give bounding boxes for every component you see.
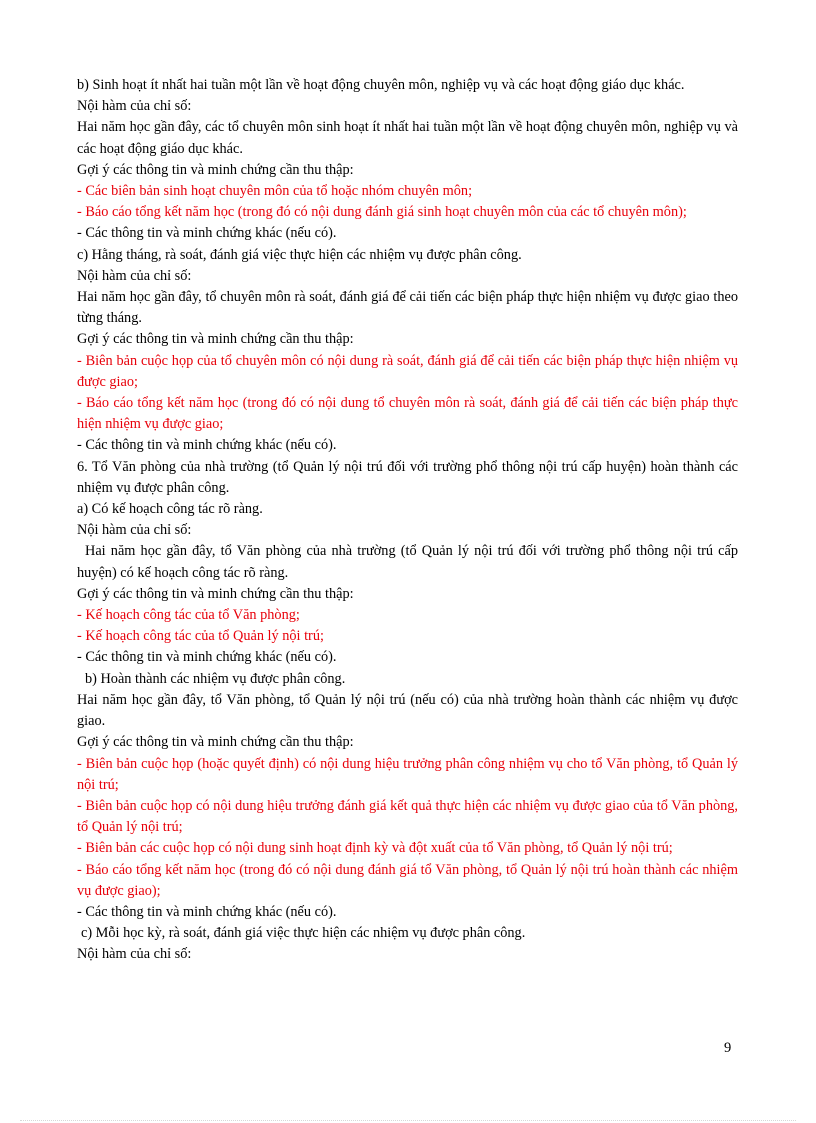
page-bottom-divider bbox=[20, 1120, 796, 1121]
document-body bbox=[77, 75, 738, 966]
evidence-item: - Biên bản cuộc họp có nội dung hiệu trưởng đánh giá kết quả thực hiện các nhiệm vụ được giao của tổ Văn phòng, tổ Quản lý nội trú; bbox=[77, 797, 738, 836]
paragraph: Gợi ý các thông tin và minh chứng cần thu thập: bbox=[77, 734, 354, 751]
paragraph: Gợi ý các thông tin và minh chứng cần thu thập: bbox=[77, 161, 354, 178]
evidence-item: - Biên bản cuộc họp của tổ chuyên môn có nội dung rà soát, đánh giá để cải tiến các biện pháp thực hiện nhiệm vụ được giao; bbox=[77, 352, 738, 390]
paragraph: Nội hàm của chỉ số: bbox=[77, 522, 192, 539]
evidence-item: - Kế hoạch công tác của tổ Quản lý nội trú; bbox=[77, 628, 324, 645]
paragraph: Nội hàm của chỉ số: bbox=[77, 267, 192, 284]
paragraph: b) Sinh hoạt ít nhất hai tuần một lần về hoạt động chuyên môn, nghiệp vụ và các hoạt động giáo dục khác. bbox=[77, 77, 685, 93]
paragraph: Hai năm học gần đây, tổ Văn phòng của nhà trường (tổ Quản lý nội trú đối với trường phổ thông nội trú cấp huyện) có kế hoạch công tác rõ ràng. bbox=[77, 543, 738, 581]
evidence-item: - Biên bản cuộc họp (hoặc quyết định) có nội dung hiệu trưởng phân công nhiệm vụ cho tổ Văn phòng, tổ Quản lý nội trú; bbox=[77, 755, 738, 793]
paragraph: - Các thông tin và minh chứng khác (nếu có). bbox=[77, 903, 337, 920]
evidence-item: - Kế hoạch công tác của tổ Văn phòng; bbox=[77, 607, 300, 624]
evidence-item: - Biên bản các cuộc họp có nội dung sinh hoạt định kỳ và đột xuất của tổ Văn phòng, tổ Quản lý nội trú; bbox=[77, 840, 673, 857]
paragraph: - Các thông tin và minh chứng khác (nếu có). bbox=[77, 225, 337, 242]
evidence-item: - Báo cáo tổng kết năm học (trong đó có nội dung tổ chuyên môn rà soát, đánh giá để cải tiến các biện pháp thực hiện nhiệm vụ được giao; bbox=[77, 395, 738, 433]
paragraph: - Các thông tin và minh chứng khác (nếu có). bbox=[77, 649, 337, 666]
paragraph: c) Hằng tháng, rà soát, đánh giá việc thực hiện các nhiệm vụ được phân công. bbox=[77, 246, 522, 263]
paragraph: b) Hoàn thành các nhiệm vụ được phân công. bbox=[85, 670, 346, 687]
paragraph: Nội hàm của chỉ số: bbox=[77, 946, 192, 963]
paragraph: Hai năm học gần đây, các tổ chuyên môn sinh hoạt ít nhất hai tuần một lần về hoạt động chuyên môn, nghiệp vụ và các hoạt động giáo dục khác. bbox=[77, 119, 738, 157]
paragraph: Hai năm học gần đây, tổ Văn phòng, tổ Quản lý nội trú (nếu có) của nhà trường hoàn thành các nhiệm vụ được giao. bbox=[77, 691, 738, 730]
paragraph: Gợi ý các thông tin và minh chứng cần thu thập: bbox=[77, 585, 354, 602]
paragraph: c) Mỗi học kỳ, rà soát, đánh giá việc thực hiện các nhiệm vụ được phân công. bbox=[81, 925, 526, 942]
evidence-item: - Báo cáo tổng kết năm học (trong đó có nội dung đánh giá sinh hoạt chuyên môn của các tổ chuyên môn); bbox=[77, 204, 687, 221]
paragraph: - Các thông tin và minh chứng khác (nếu có). bbox=[77, 437, 337, 454]
paragraph: a) Có kế hoạch công tác rõ ràng. bbox=[77, 501, 263, 518]
paragraph: Nội hàm của chỉ số: bbox=[77, 98, 192, 115]
page-number: 9 bbox=[724, 1040, 732, 1056]
paragraph: Gợi ý các thông tin và minh chứng cần thu thập: bbox=[77, 331, 354, 348]
paragraph: Hai năm học gần đây, tổ chuyên môn rà soát, đánh giá để cải tiến các biện pháp thực hiện nhiệm vụ được giao theo từng tháng. bbox=[77, 289, 738, 327]
evidence-item: - Báo cáo tổng kết năm học (trong đó có nội dung đánh giá tổ Văn phòng, tổ Quản lý nội trú hoàn thành các nhiệm vụ được giao); bbox=[77, 861, 738, 899]
paragraph: 6. Tổ Văn phòng của nhà trường (tổ Quản lý nội trú đối với trường phổ thông nội trú cấp huyện) hoàn thành các nhiệm vụ được phân công. bbox=[77, 458, 738, 496]
evidence-item: - Các biên bản sinh hoạt chuyên môn của tổ hoặc nhóm chuyên môn; bbox=[77, 183, 473, 200]
